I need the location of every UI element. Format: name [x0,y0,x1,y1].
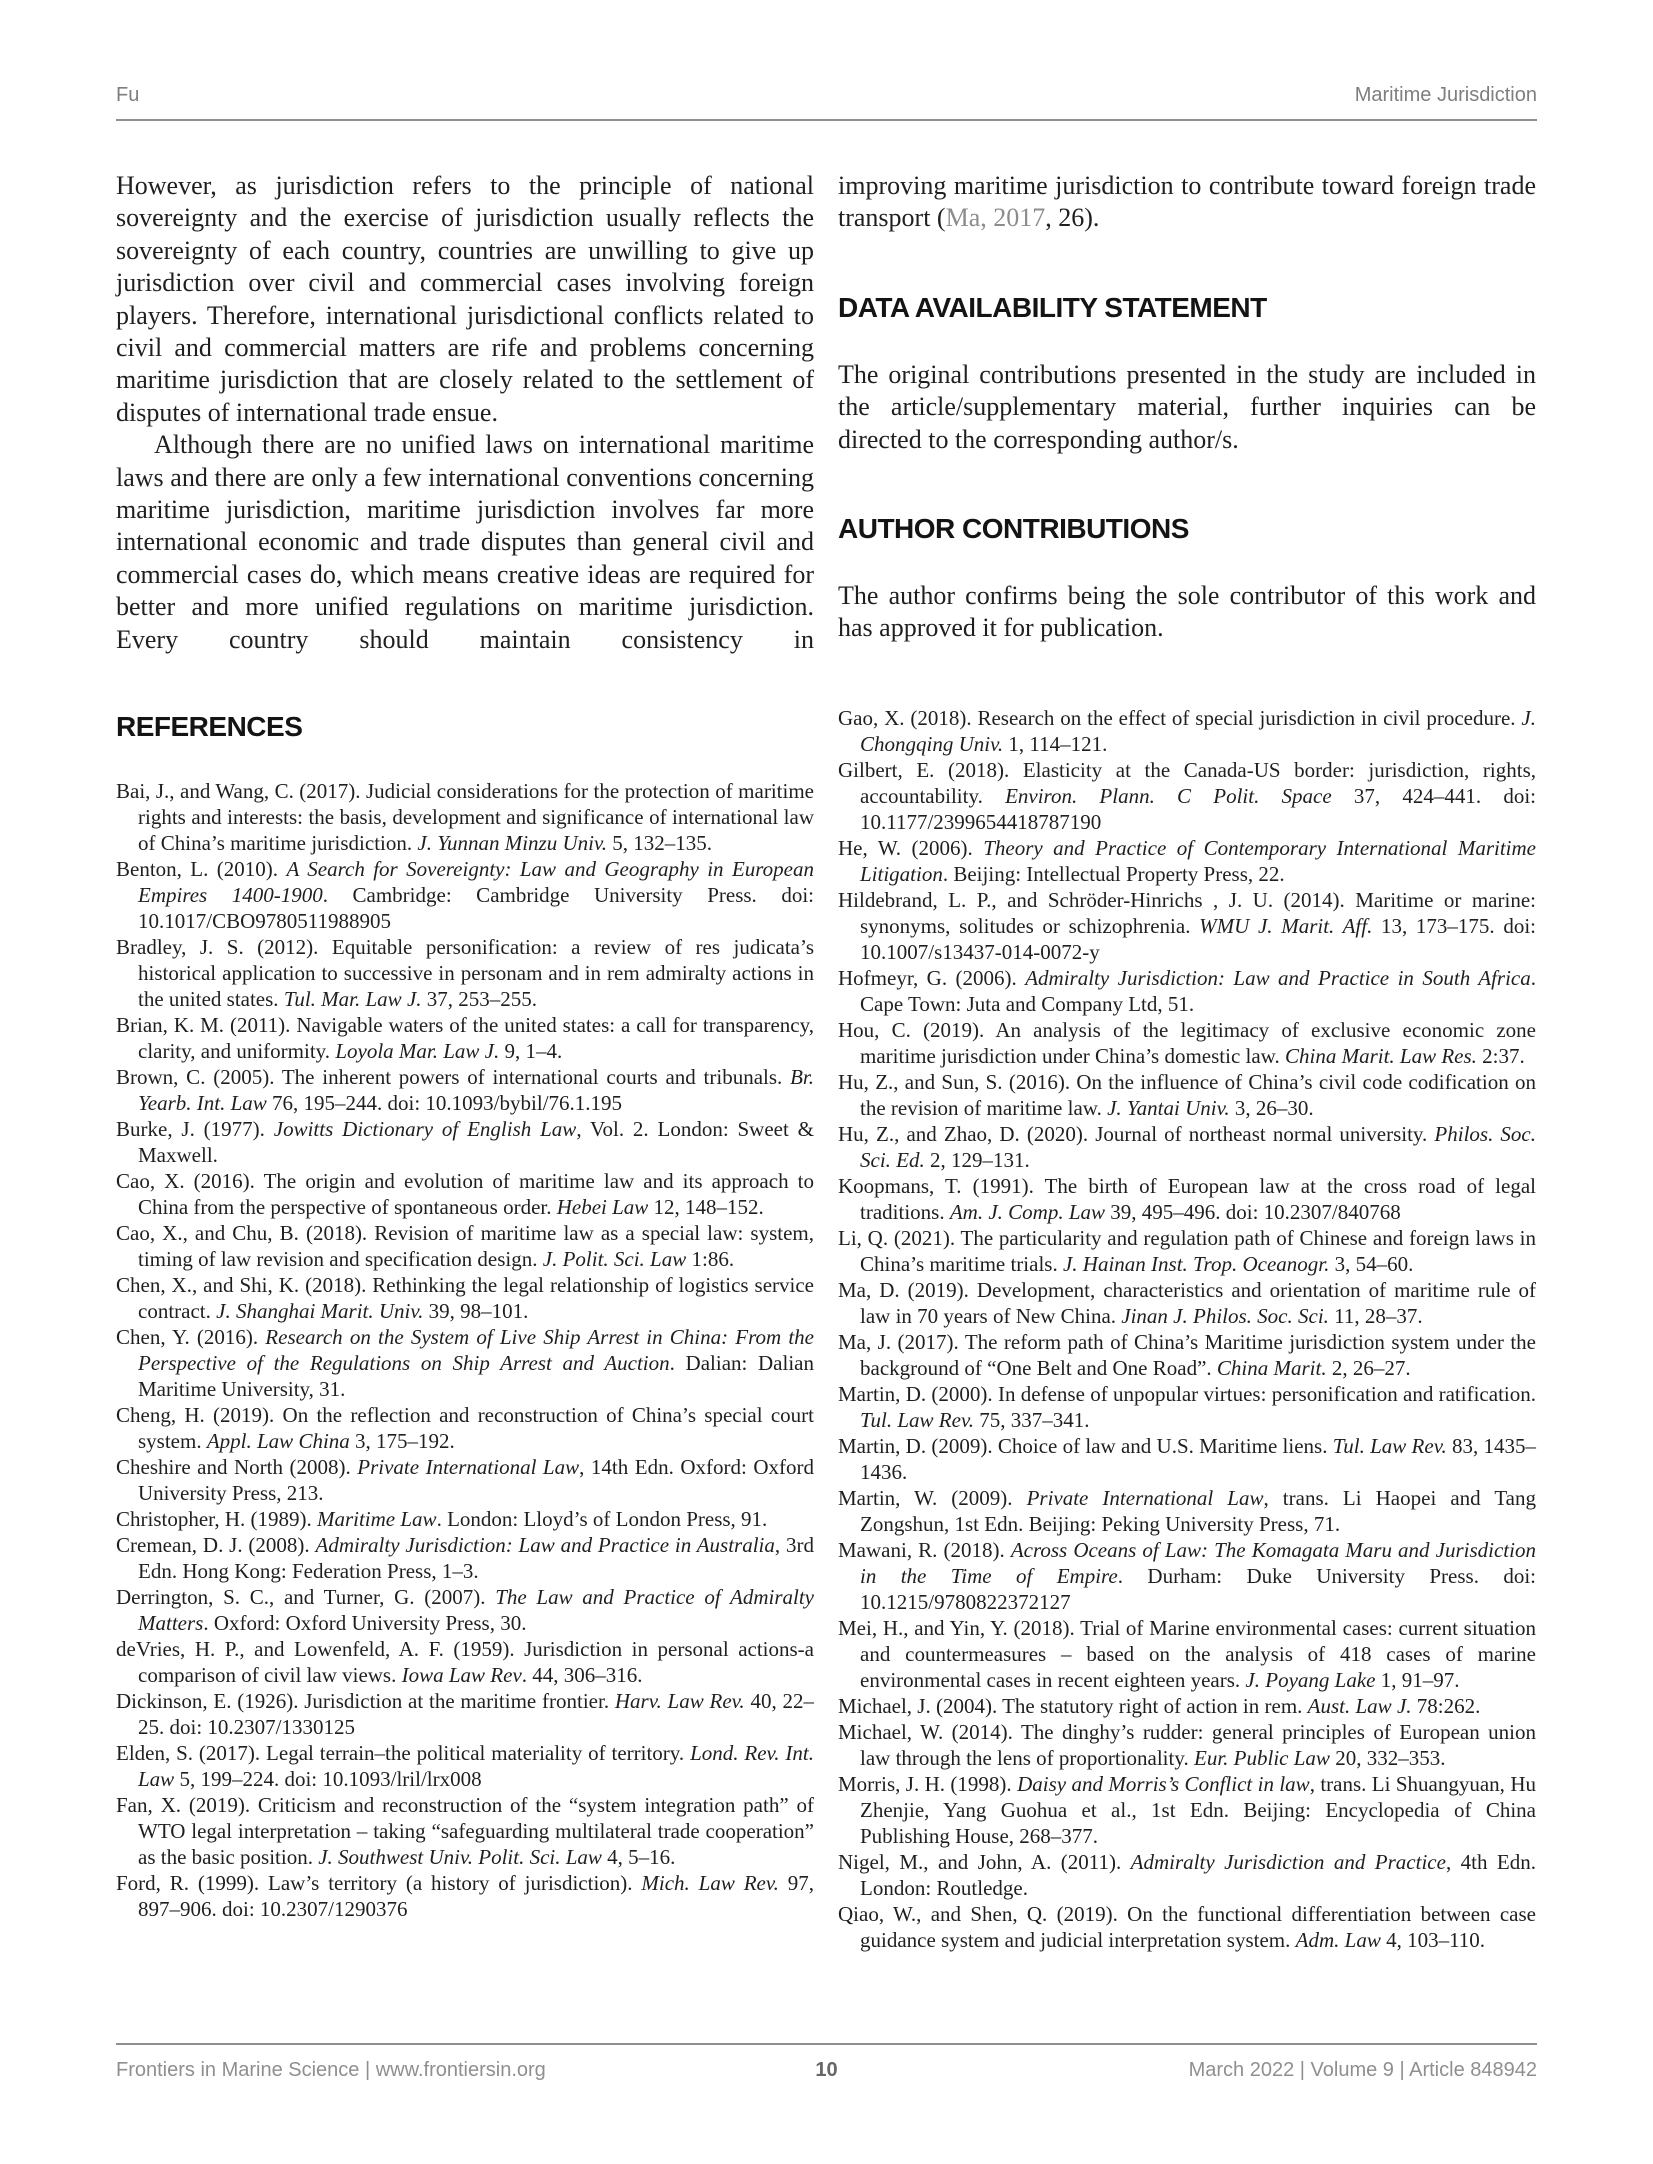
reference-entry: Cheng, H. (2019). On the reflection and reconstruction of China’s special court system. Appl. Law China 3, 175–192. [116,1403,814,1454]
column-left [116,170,814,1953]
reference-entry: Brian, K. M. (2011). Navigable waters of the united states: a call for transparency, clarity, and uniformity. Loyola Mar. Law J. 9, 1–4. [116,1013,814,1064]
references-list-left [116,778,814,1922]
author-contributions-paragraph: The author confirms being the sole contributor of this work and has approved it for publication. [838,581,1536,643]
reference-entry: Mei, H., and Yin, Y. (2018). Trial of Marine environmental cases: current situation and countermeasures – based on the analysis of 418 cases of marine environmental cases in recent eighteen years. J. Poyang Lake 1, 91–97. [838,1615,1536,1692]
reference-entry: Dickinson, E. (1926). Jurisdiction at the maritime frontier. Harv. Law Rev. 40, 22–25. doi: 10.2307/1330125 [116,1689,814,1740]
reference-entry: Christopher, H. (1989). Maritime Law. London: Lloyd’s of London Press, 91. [116,1507,768,1532]
reference-entry: Martin, D. (2009). Choice of law and U.S. Maritime liens. Tul. Law Rev. 83, 1435–1436. [838,1433,1536,1484]
reference-entry: Martin, W. (2009). Private International Law, trans. Li Haopei and Tang Zongshun, 1st Edn. Beijing: Peking University Press, 71. [838,1485,1537,1536]
reference-entry: Martin, D. (2000). In defense of unpopular virtues: personification and ratification. Tul. Law Rev. 75, 337–341. [838,1381,1536,1432]
continuation-text-pre: improving maritime jurisdiction to contribute toward foreign trade transport ( [838,171,1536,233]
reference-entry: Benton, L. (2010). A Search for Sovereignty: Law and Geography in European Empires 1400-1900. Cambridge: Cambridge University Press. doi: 10.1017/CBO9780511988905 [116,857,815,934]
reference-entry: Cao, X. (2016). The origin and evolution of maritime law and its approach to China from the perspective of spontaneous order. Hebei Law 12, 148–152. [116,1169,814,1220]
reference-entry: Hofmeyr, G. (2006). Admiralty Jurisdiction: Law and Practice in South Africa. Cape Town: Juta and Company Ltd, 51. [838,965,1537,1016]
continuation-text-post: , 26). [1045,203,1100,233]
reference-entry: He, W. (2006). Theory and Practice of Contemporary International Maritime Litigation. Beijing: Intellectual Property Press, 22. [838,835,1536,886]
paragraph-unified-laws: Although there are no unified laws on international maritime laws and there are only a few international conventions concerning maritime jurisdiction, maritime jurisdiction involves far more international economic and trade disputes than general civil and commercial cases do, which means creative ideas are required for better and more unified regulations on maritime jurisdiction. Every country should maintain consistency in [116,430,814,654]
reference-entry: Chen, Y. (2016). Research on the System of Live Ship Arrest in China: From the Perspective of the Regulations on Ship Arrest and Auction. Dalian: Dalian Maritime University, 31. [116,1325,814,1402]
references-heading: REFERENCES [116,711,303,743]
reference-entry: Gao, X. (2018). Research on the effect of special jurisdiction in civil procedure. J. Chongqing Univ. 1, 114–121. [838,705,1536,756]
reference-entry: Ford, R. (1999). Law’s territory (a history of jurisdiction). Mich. Law Rev. 97, 897–906. doi: 10.2307/1290376 [116,1871,814,1922]
reference-entry: Derrington, S. C., and Turner, G. (2007). The Law and Practice of Admiralty Matters. Oxford: Oxford University Press, 30. [116,1585,814,1636]
reference-entry: Michael, W. (2014). The dinghy’s rudder: general principles of European union law through the lens of proportionality. Eur. Public Law 20, 332–353. [838,1719,1536,1770]
reference-entry: Nigel, M., and John, A. (2011). Admiralty Jurisdiction and Practice, 4th Edn. London: Routledge. [838,1849,1536,1900]
footer-journal-url[interactable]: Frontiers in Marine Science | www.frontiersin.org [116,2059,546,2081]
reference-entry: Brown, C. (2005). The inherent powers of international courts and tribunals. Br. Yearb. Int. Law 76, 195–244. doi: 10.1093/bybil/76.1.195 [116,1065,814,1116]
reference-entry: Mawani, R. (2018). Across Oceans of Law: The Komagata Maru and Jurisdiction in the Time of Empire. Durham: Duke University Press. doi: 10.1215/9780822372127 [838,1537,1536,1614]
reference-entry: Fan, X. (2019). Criticism and reconstruction of the “system integration path” of WTO legal interpretation – taking “safeguarding multilateral trade cooperation” as the basic position. J. Southwest Univ. Polit. Sci. Law 4, 5–16. [116,1793,814,1870]
footer-issue-info: March 2022 | Volume 9 | Article 848942 [1188,2059,1537,2081]
reference-entry: Bai, J., and Wang, C. (2017). Judicial considerations for the protection of maritime rights and interests: the basis, development and significance of international law of China’s maritime jurisdiction. J. Yunnan Minzu Univ. 5, 132–135. [116,779,814,856]
author-contributions-heading: AUTHOR CONTRIBUTIONS [838,513,1189,545]
paragraph-continuation [838,170,1536,235]
reference-entry: Hou, C. (2019). An analysis of the legitimacy of exclusive economic zone maritime jurisdiction under China’s domestic law. China Marit. Law Res. 2:37. [838,1017,1536,1068]
paragraph-jurisdiction-sovereignty: However, as jurisdiction refers to the principle of national sovereignty and the exercise of jurisdiction usually reflects the sovereignty of each country, countries are unwilling to give up jurisdiction over civil and commercial cases involving foreign players. Therefore, international jurisdictional conflicts related to civil and commercial matters are rife and problems concerning maritime jurisdiction that are closely related to the settlement of disputes of international trade ensue. [116,171,814,427]
running-head-author: Fu [116,84,140,106]
reference-entry: Hildebrand, L. P., and Schröder-Hinrichs , J. U. (2014). Maritime or marine: synonyms, solitudes or schizophrenia. WMU J. Marit. Aff. 13, 173–175. doi: 10.1007/s13437-014-0072-y [838,887,1536,964]
references-list-right [838,705,1536,1953]
citation-link-ma-2017[interactable]: Ma, 2017 [945,203,1046,233]
reference-entry: Cheshire and North (2008). Private International Law, 14th Edn. Oxford: Oxford University Press, 213. [116,1455,814,1506]
reference-entry: Elden, S. (2017). Legal terrain–the political materiality of territory. Lond. Rev. Int. Law 5, 199–224. doi: 10.1093/lril/lrx008 [116,1741,814,1792]
reference-entry: Li, Q. (2021). The particularity and regulation path of Chinese and foreign laws in China’s maritime trials. J. Hainan Inst. Trop. Oceanogr. 3, 54–60. [838,1225,1536,1276]
reference-entry: Bradley, J. S. (2012). Equitable personification: a review of res judicata’s historical application to successive in personam and in rem admiralty actions in the united states. Tul. Mar. Law J. 37, 253–255. [116,935,814,1012]
reference-entry: Burke, J. (1977). Jowitts Dictionary of English Law, Vol. 2. London: Sweet & Maxwell. [116,1117,814,1168]
running-head [116,84,1537,121]
reference-entry: Chen, X., and Shi, K. (2018). Rethinking the legal relationship of logistics service contract. J. Shanghai Marit. Univ. 39, 98–101. [116,1273,814,1324]
reference-entry: Ma, D. (2019). Development, characteristics and orientation of maritime rule of law in 70 years of New China. Jinan J. Philos. Soc. Sci. 11, 28–37. [838,1277,1536,1328]
reference-entry: Gilbert, E. (2018). Elasticity at the Canada-US border: jurisdiction, rights, accountability. Environ. Plann. C Polit. Space 37, 424–441. doi: 10.1177/2399654418787190 [838,757,1536,834]
reference-entry: Hu, Z., and Sun, S. (2016). On the influence of China’s civil code codification on the revision of maritime law. J. Yantai Univ. 3, 26–30. [838,1069,1536,1120]
reference-entry: Cao, X., and Chu, B. (2018). Revision of maritime law as a special law: system, timing of law revision and specification design. J. Polit. Sci. Law 1:86. [116,1221,814,1272]
footer-page-number: 10 [815,2059,838,2081]
reference-entry: Koopmans, T. (1991). The birth of European law at the cross road of legal traditions. Am. J. Comp. Law 39, 495–496. doi: 10.2307/840768 [838,1173,1536,1224]
column-right [838,170,1536,1953]
body-columns [116,170,1537,1953]
reference-entry: Michael, J. (2004). The statutory right of action in rem. Aust. Law J. 78:262. [838,1693,1481,1718]
reference-entry: Morris, J. H. (1998). Daisy and Morris’s Conflict in law, trans. Li Shuangyuan, Hu Zhenjie, Yang Guohua et al., 1st Edn. Beijing: Encyclopedia of China Publishing House, 268–377. [838,1771,1536,1848]
reference-entry: Ma, J. (2017). The reform path of China’s Maritime jurisdiction system under the background of “One Belt and One Road”. China Marit. 2, 26–27. [838,1329,1536,1380]
data-availability-heading: DATA AVAILABILITY STATEMENT [838,291,1267,323]
running-head-title: Maritime Jurisdiction [1354,84,1537,106]
data-availability-paragraph: The original contributions presented in the study are included in the article/supplementary material, further inquiries can be directed to the corresponding author/s. [838,359,1536,454]
reference-entry: deVries, H. P., and Lowenfeld, A. F. (1959). Jurisdiction in personal actions-a comparison of civil law views. Iowa Law Rev. 44, 306–316. [116,1637,814,1688]
reference-entry: Cremean, D. J. (2008). Admiralty Jurisdiction: Law and Practice in Australia, 3rd Edn. Hong Kong: Federation Press, 1–3. [116,1533,815,1584]
reference-entry: Qiao, W., and Shen, Q. (2019). On the functional differentiation between case guidance system and judicial interpretation system. Adm. Law 4, 103–110. [838,1901,1536,1952]
page-footer [116,2043,1537,2082]
reference-entry: Hu, Z., and Zhao, D. (2020). Journal of northeast normal university. Philos. Soc. Sci. Ed. 2, 129–131. [838,1121,1536,1172]
